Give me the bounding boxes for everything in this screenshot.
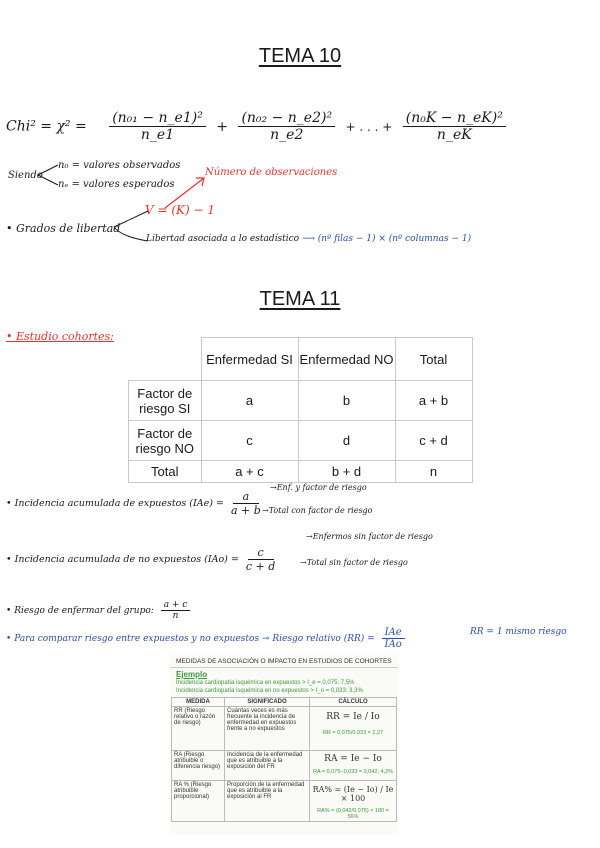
panel-calculo (310, 751, 397, 781)
table-cell: a + c (201, 461, 298, 483)
header-total: Total (395, 338, 472, 381)
panel-significado: Incidencia de la enfermedad que es atribuible a la exposición del FR (225, 751, 310, 781)
chi-formula: Chi² = χ² = $\frac{\text{(n₀₁ − n\_e1)²}}{n\_e1}$ + $\frac{\text{(n₀₂ − n\_e2)²}}{n\_e2}$ + . . . + $\frac{\text{(n₀K − n\_eK)²}}{n\_eK}$ (6, 110, 506, 143)
table-cell: n (395, 461, 472, 483)
bullet-dot: • (6, 330, 13, 343)
rr-line: • Para comparar riesgo entre expuestos y no expuestos → Riesgo relativo (RR) = $\frac{\text{IAe}}{\text{IAo}}$ (6, 627, 405, 650)
panel-significado: Proporción de la enfermedad que es atribuible a la exposición al FR (225, 781, 310, 822)
panel-example-line-2: Incidencia cardiopatía isquémica en no expuestos > I_o = 0,033: 3,3% (176, 688, 363, 694)
bullet-dot: • (6, 606, 12, 616)
gl-formula: (nº filas − 1) × (nº columnas − 1) (317, 234, 472, 244)
table-cell: a + b (395, 381, 472, 421)
tema10-title: TEMA 10 (258, 45, 342, 67)
panel-table-row (172, 781, 397, 822)
iae-line: • Incidencia acumulada de expuestos (IAe) = $\frac{a}{a + b}$ (6, 490, 261, 517)
association-measures-panel (170, 655, 398, 835)
panel-table-header (172, 698, 397, 707)
iao-note-denominator: →Total sin factor de riesgo (300, 558, 408, 567)
table-row (129, 421, 473, 461)
table-cell: d (298, 421, 395, 461)
cohort-study-label: • Estudio cohortes: (6, 330, 114, 343)
iae-note-numerator: →Enf. y factor de riesgo (270, 483, 367, 492)
panel-title: MEDIDAS DE ASOCIACIÓN O IMPACTO EN ESTUDIOS DE COHORTES (170, 655, 398, 668)
chi-term-1: $\frac{\text{(n₀₁ − n\_e1)²}}{n\_e1}$ (109, 110, 206, 143)
chi-term-2: $\frac{\text{(n₀₂ − n\_e2)²}}{n\_e2}$ (238, 110, 335, 143)
panel-medida: RA % (Riesgo atribuible proporcional) (172, 781, 225, 822)
riesgo-grupo-fraction: $\frac{a + c}{n}$ (161, 600, 191, 621)
panel-head-medida: MEDIDA (172, 698, 225, 707)
siendo-label: Siendo (8, 170, 43, 181)
header-enfermedad-si: Enfermedad SI (201, 338, 298, 381)
panel-formula: RR = Ie / Io (326, 712, 380, 722)
table-cell: c + d (395, 421, 472, 461)
iae-note-denominator: →Total con factor de riesgo (262, 506, 373, 515)
panel-table-row (172, 751, 397, 781)
panel-calculo (310, 781, 397, 822)
observations-note: Número de observaciones (205, 167, 338, 178)
iae-fraction: $\frac{a}{a + b}$ (230, 490, 261, 517)
riesgo-grupo-line: • Riesgo de enfermar del grupo: $\frac{a + c}{n}$ (6, 600, 190, 621)
grados-libertad-label: • Grados de libertad (6, 222, 121, 235)
panel-significado: Cuántas veces es más frecuente la incidencia de enfermedad en expuestos frente a no expuestos (225, 707, 310, 751)
panel-example-line-1: Incidencia cardiopatía isquémica en expuestos > I_e = 0,075: 7,5% (176, 680, 355, 686)
header-enfermedad-no: Enfermedad NO (298, 338, 395, 381)
chi-term-3: $\frac{\text{(n₀K − n\_eK)²}}{n\_eK}$ (403, 110, 506, 143)
panel-head-calculo: CÁLCULO (310, 698, 397, 707)
bullet-dot: • (6, 498, 12, 509)
table-cell: b (298, 381, 395, 421)
panel-table (171, 697, 397, 822)
panel-example-label: Ejemplo (176, 670, 208, 679)
iao-fraction: $\frac{c}{c + d}$ (245, 546, 276, 573)
table-cell: c (201, 421, 298, 461)
panel-result: RA% = (0,042/0,075) × 100 = 56% (317, 808, 389, 820)
panel-result: RR = 0,075/0,033 = 2,27 (322, 730, 384, 736)
panel-medida: RR (Riesgo relativo o razón de riesgo) (172, 707, 225, 751)
no-definition: n₀ = valores observados (58, 160, 181, 171)
ne-definition: nₑ = valores esperados (58, 179, 175, 190)
panel-head-significado: SIGNIFICADO (225, 698, 310, 707)
table-header-row (129, 338, 473, 381)
rr-note: RR = 1 mismo riesgo (470, 627, 567, 637)
panel-result: RA = 0,075−0,033 = 0,042; 4,2% (313, 769, 393, 775)
row-label: Factor de riesgo SI (129, 381, 202, 421)
panel-formula: RA = Ie − Io (324, 754, 382, 764)
table-cell: b + d (298, 461, 395, 483)
contingency-table (128, 337, 473, 483)
panel-calculo (310, 707, 397, 751)
gl-assoc-note: Libertad asociada a lo estadístico ⟶ (nº filas − 1) × (nº columnas − 1) (146, 234, 472, 244)
table-cell: a (201, 381, 298, 421)
iao-line: • Incidencia acumulada de no expuestos (IAo) = $\frac{c}{c + d}$ (6, 546, 276, 573)
iao-note-numerator: →Enfermos sin factor de riesgo (306, 532, 433, 541)
v-formula: V = (K) − 1 (145, 203, 215, 217)
chi-label: Chi² = χ² = (6, 118, 87, 135)
row-label: Factor de riesgo NO (129, 421, 202, 461)
panel-medida: RA (Riesgo atribuible o diferencia riesgo) (172, 751, 225, 781)
bullet-dot: • (6, 634, 12, 644)
bullet-dot: • (6, 222, 13, 235)
bullet-dot: • (6, 554, 12, 565)
tema11-title: TEMA 11 (259, 288, 341, 310)
panel-formula: RA% = (Ie − Io) / Ie × 100 (312, 785, 394, 803)
row-label: Total (129, 461, 202, 483)
table-row (129, 381, 473, 421)
gl-arrow: ⟶ (301, 234, 318, 244)
table-corner (129, 338, 202, 381)
siendo-brace (36, 160, 60, 190)
table-row (129, 461, 473, 483)
rr-fraction: $\frac{\text{IAe}}{\text{IAo}}$ (382, 627, 405, 650)
panel-table-row (172, 707, 397, 751)
